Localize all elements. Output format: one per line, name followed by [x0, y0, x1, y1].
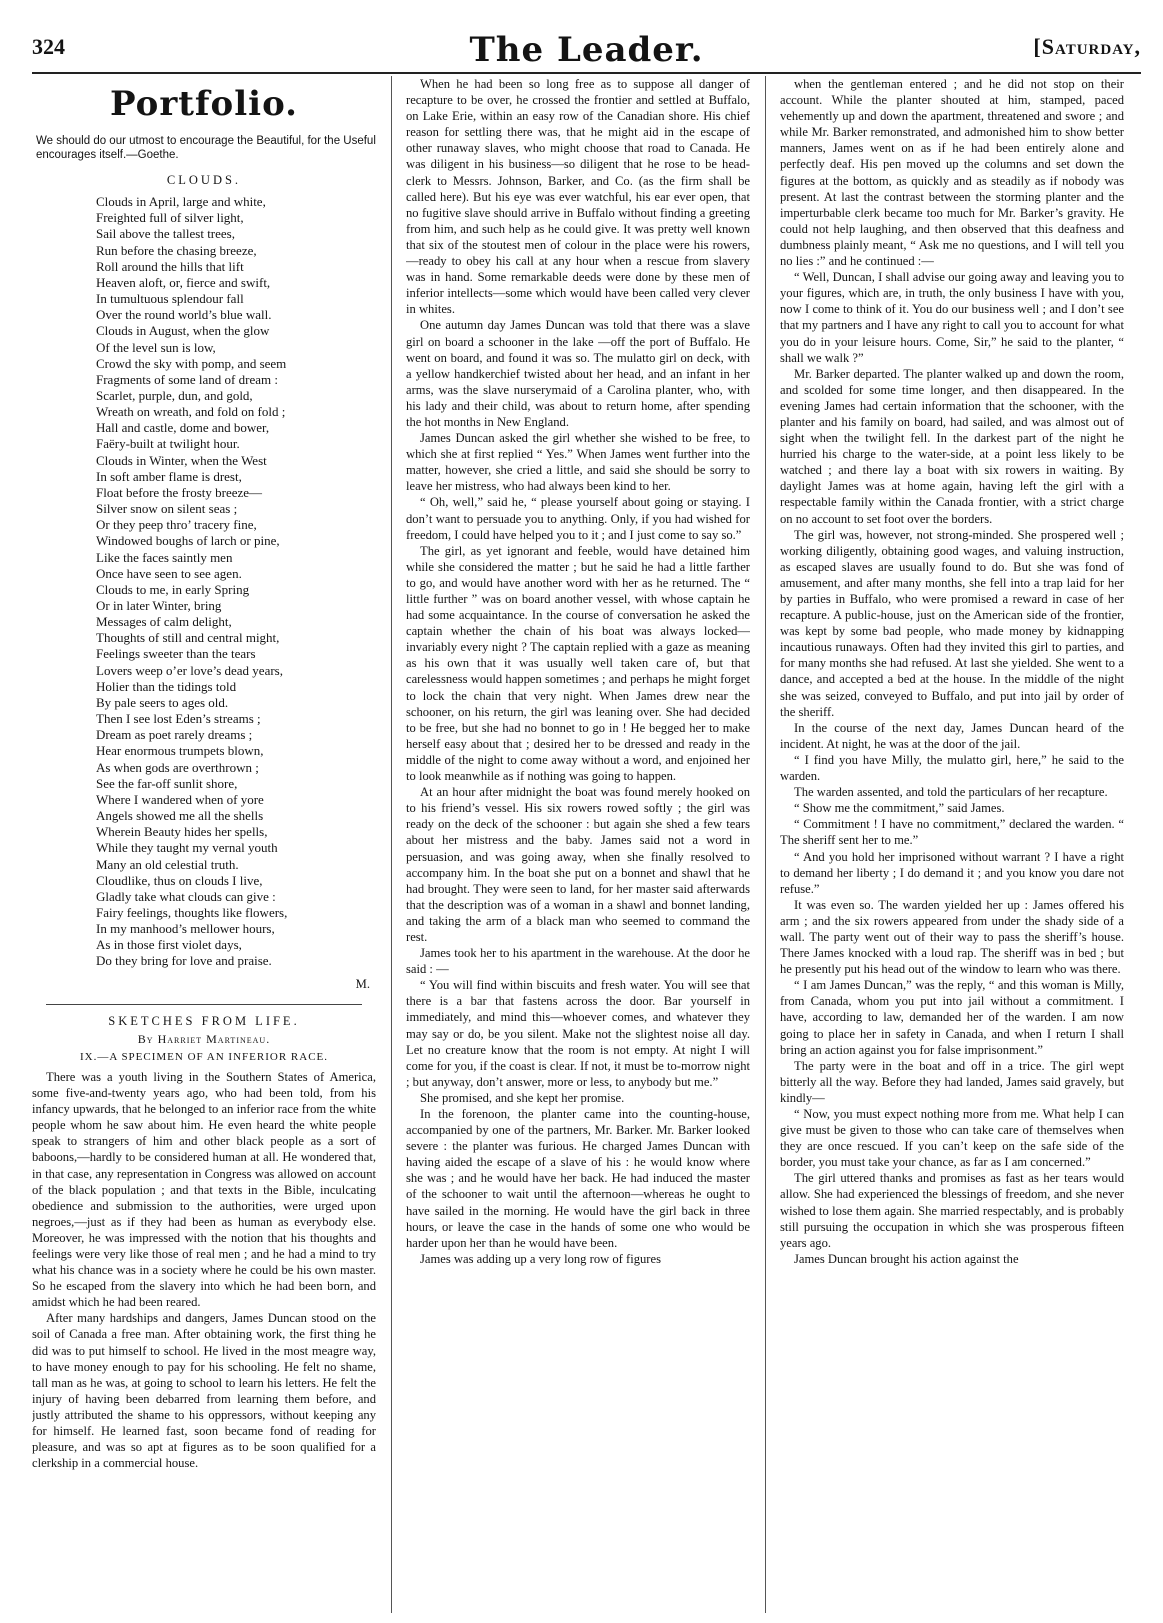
article-paragraph: In the course of the next day, James Duncan heard of the incident. At night, he was at the door of the jail.	[780, 720, 1124, 751]
article-paragraph: She promised, and she kept her promise.	[420, 1090, 625, 1105]
article-paragraph: The girl uttered thanks and promises as fast as her tears would allow. She had experienced the blessings of freedom, and she never wished to lose them again. She married respectably, and is probably still pursuing the occupation in which she was prosperous fifteen years ago.	[780, 1171, 1124, 1250]
poem-line: Gladly take what clouds can give :	[96, 888, 276, 904]
masthead	[32, 30, 1141, 74]
poem-line: Roll around the hills that lift	[96, 258, 244, 274]
article-paragraph: “ I find you have Milly, the mulatto girl, here,” he said to the warden.	[780, 752, 1124, 784]
article-paragraph: “ Well, Duncan, I shall advise our going away and leaving you to your figures, which are, in truth, the only business I have with you, now I come to think of it. You do our business well ; and I don’t see that my partners and I have any right to call you to account for what you do in your leisure hours. Come, Sir,” he said to the planter, “ shall we walk ?”	[780, 270, 1124, 365]
poem-line: Clouds in Winter, when the West	[96, 452, 267, 468]
poem-line: Dream as poet rarely dreams ;	[96, 727, 253, 743]
poem-line: Do they bring for love and praise.	[96, 953, 272, 969]
poem-line: Fairy feelings, thoughts like flowers,	[96, 904, 288, 920]
article-columns	[32, 76, 1141, 1623]
poem-signature: M.	[355, 976, 370, 991]
column-1	[32, 76, 376, 1623]
poem-line: Silver snow on silent seas ;	[96, 501, 238, 517]
article-paragraph: Mr. Barker departed. The planter walked up and down the room, and scolded for some time longer, and then disappeared. In the evening James had certain information that the schooner, with the planter and his family on board, had sailed, and was almost out of sight when the twilight fell. In the darkest part of the night he hurried his charge to the water-side, at a point less likely to be watched ; and there lay a boat with six rowers in waiting. By daylight James was at home again, having left the girl with a respectable family within the Canada frontier, with a strict charge on no account to set foot over the borders.	[780, 366, 1124, 526]
article-paragraph: “ Commitment ! I have no commitment,” declared the warden. “ The sheriff sent her to me.”	[780, 817, 1124, 848]
poem-line: See the far-off sunlit shore,	[96, 775, 238, 791]
poem-line: Wherein Beauty hides her spells,	[96, 824, 268, 840]
portfolio-motto: We should do our utmost to encourage the Beautiful, for the Useful encourages itself.—Goethe.	[36, 135, 376, 161]
poem-line: In tumultuous splendour fall	[96, 291, 244, 307]
sketches-title: SKETCHES FROM LIFE.	[108, 1013, 300, 1028]
poem-line: Then I see lost Eden’s streams ;	[96, 711, 261, 727]
article-paragraph: When he had been so long free as to suppose all danger of recapture to be over, he crossed the frontier and settled at Buffalo, on Lake Erie, within an easy row of the Canadian shore. His chief reason for settling there was, that he might aid in the escape of other runaway slaves, who might choose that road to Canada. He was diligent in his business—so diligent that he rose to be head-clerk to Messrs. Johnson, Barker, and Co. (as the firm shall be called here). But his eye was ever watchful, his ear ever open, that no fugitive slave should arrive in Buffalo without finding a greeting from him, and such help as he could give. It was pretty well known that six of the stoutest men of colour in the place were his rowers,—ready to obey his call at any hour when a rescue from slavery was in hand. Some remarkable deeds were done by these men of inferior intellects—some which would have been called very clever in whites.	[406, 77, 750, 317]
poem-line: Wreath on wreath, and fold on fold ;	[96, 404, 286, 420]
poem-line: Windowed boughs of larch or pine,	[96, 533, 280, 549]
poem-line: Of the level sun is low,	[96, 339, 216, 355]
article-paragraph: “ I am James Duncan,” was the reply, “ and this woman is Milly, from Canada, whom you put into jail without a commitment. I have, according to law, demanded her of the warden. I am now going to place her in safety in Canada, and when I return I shall bring an action against you for false imprisonment.”	[780, 978, 1124, 1057]
poem-line: As in those first violet days,	[96, 937, 242, 953]
column-rule	[391, 76, 392, 1613]
poem-line: Messages of calm delight,	[96, 614, 232, 630]
article-paragraph: After many hardships and dangers, James Duncan stood on the soil of Canada a free man. After obtaining work, the first thing he did was to put himself to school. He lived in the most meagre way, to have money enough to pay for his schooling. He felt no shame, tall man as he was, at going to school to learn his letters. He felt the injury of having been debarred from learning them before, and justly attributed the shame to his oppressors, without keeping any for himself. He learned fast, soon became fond of reading for pleasure, and was so apt at figures as to be soon qualified for a clerkship in a commercial house.	[32, 1311, 376, 1471]
column-1-body	[32, 1069, 376, 1471]
poem-line: Clouds in April, large and white,	[96, 194, 266, 210]
article-paragraph: It was even so. The warden yielded her up : James offered his arm ; and the six rowers appeared from under the shady side of a wall. The party went out of their way to pass the sheriff’s house. There James knocked with a loud rap. The sheriff was in bed ; but he presently put his head out of the window to learn who was there.	[780, 897, 1124, 977]
sketches-author: By Harriet Martineau.	[137, 1031, 271, 1046]
poem-line: Hear enormous trumpets blown,	[96, 743, 264, 759]
poem-line: Sail above the tallest trees,	[96, 226, 235, 242]
column-3	[780, 76, 1124, 1623]
column-rule	[765, 76, 766, 1613]
article-paragraph: In the forenoon, the planter came into the counting-house, accompanied by one of the partners, Mr. Barker. Mr. Barker looked severe : the planter was furious. He charged James Duncan with having aided the escape of a slave of his : he would know where she was ; and he would have her back. He had induced the master of the schooner to wait until the afternoon—whereas he ought to have sailed in the morning. He would have the girl back in three hours, or leave the case in the hands of some one who would be harder upon her than he would have been.	[406, 1107, 750, 1250]
article-paragraph: The girl, as yet ignorant and feeble, would have detained him while she considered the matter ; but he said he had a little farther to go, and would have another word with her as he returned. The “ little further ” was on board another vessel, with whose captain he had some acquaintance. In the course of conversation he asked the captain whether the chain of his boat was always locked—invariably every night ? The captain replied with a gaze as meaning as his own that it was usually well taken care of, but that carelessness would happen sometimes ; and perhaps he might forget to lock the chain that very night. When James drew near the schooner, on his return, the girl was leaning over. She had decided to be free, but she had no bonnet to go in ! He begged her to make herself easy about that ; desired her to be dressed and ready in the middle of the night to come away without a word, and enjoined her to look meanwhile as if nothing was going to happen.	[406, 543, 750, 784]
poem-line: Or in later Winter, bring	[96, 598, 222, 613]
sketches-subtitle: IX.—A SPECIMEN OF AN INFERIOR RACE.	[80, 1050, 328, 1063]
poem-line: Crowd the sky with pomp, and seem	[96, 355, 287, 371]
issue-day: [Saturday,	[1033, 34, 1141, 59]
poem-line: Lovers weep o’er love’s dead years,	[96, 662, 283, 678]
poem-line: Cloudlike, thus on clouds I live,	[96, 872, 263, 888]
poem-line: By pale seers to ages old.	[96, 694, 229, 710]
column-3-body	[780, 76, 1124, 1267]
poem-line: Many an old celestial truth.	[96, 856, 239, 872]
poem-line: Scarlet, purple, dun, and gold,	[96, 387, 253, 403]
poem-line: Hall and castle, dome and bower,	[96, 420, 270, 436]
poem-line: Like the faces saintly men	[96, 549, 233, 565]
poem-line: Fragments of some land of dream :	[96, 371, 278, 387]
poem-line: Freighted full of silver light,	[96, 210, 244, 226]
poem-line: Feelings sweeter than the tears	[96, 646, 256, 662]
article-paragraph: James Duncan brought his action against the	[794, 1251, 1019, 1266]
poem-line: Clouds in August, when the glow	[96, 323, 270, 339]
poem-line: Run before the chasing breeze,	[96, 242, 257, 258]
poem-line: Float before the frosty breeze—	[96, 484, 263, 500]
article-paragraph: James was adding up a very long row of figures	[420, 1251, 661, 1266]
poem-line: Clouds to me, in early Spring	[96, 581, 250, 597]
newspaper-title: The Leader.	[469, 30, 704, 70]
poem-line: Over the round world’s blue wall.	[96, 307, 272, 323]
article-paragraph: The party were in the boat and off in a trice. The girl wept bitterly all the way. Before they had landed, James said gravely, but kindly—	[780, 1058, 1124, 1105]
poem-line: Heaven aloft, or, fierce and swift,	[96, 274, 271, 290]
poem-line: As when gods are overthrown ;	[96, 759, 259, 775]
poem-line: In my manhood’s mellower hours,	[96, 921, 275, 937]
article-paragraph: At an hour after midnight the boat was found merely hooked on to his friend’s vessel. His six rowers rowed softly ; the girl was ready on the deck of the schooner : but again she shed a few tears about her mistress and the baby. James said not a word in persuasion, and was going away, when she finally resolved to accompany him. In the boat she put on a bonnet and shawl that he had brought. They were seen to land, for her master said afterwards that the description was of a woman in a shawl and bonnet landing, and taking the arm of a black man who seemed to command the rest.	[406, 785, 750, 944]
article-paragraph: when the gentleman entered ; and he did not stop on their account. While the planter shouted at him, stamped, paced vehemently up and down the apartment, threatened and swore ; and while Mr. Barker remonstrated, and admonished him to show better manners, James went on as if he had been entirely alone and perfectly deaf. His pen moved up the columns and set down the figures at the bottom, as quickly and as steadily as if nobody was present. At last the contrast between the storming planter and the imperturbable clerk became too much for Mr. Barker’s gravity. He could not help laughing, and then observed that this deafness and dumbness plainly meant, “ Ask me no questions, and I will tell you no lies :” and he continued :—	[780, 77, 1124, 269]
poem-line: Angels showed me all the shells	[96, 808, 264, 824]
article-paragraph: The girl was, however, not strong-minded. She prospered well ; working diligently, obtaining good wages, and valuing instruction, as escaped slaves are usually found to do. But she was fond of amusement, and after many months, she fell into a trap laid for her by parties in Buffalo, who were promised a reward in case of her recapture. A public-house, just on the American side of the frontier, was kept by some bad people, who made money by kidnapping incautious runaways. Often had they invited this girl to parties, and for many months she had refused. At last she yielded. She went to a dance, and accepted a bed at the house. In the middle of the night she was seized, conveyed to Buffalo, and put into jail by order of the sheriff.	[780, 527, 1124, 719]
article-paragraph: “ You will find within biscuits and fresh water. You will see that there is a bar that fastens across the door. Bar yourself in immediately, and mind this—whoever comes, and whatever they may say or do, be you silent. Make not the slightest noise all day. Let no creature know that the room is not empty. At night I will come for you, if the coast is clear. If not, it must be to-morrow night ; but anyway, don’t answer, more or less, to anybody but me.”	[406, 978, 750, 1089]
article-paragraph: “ Now, you must expect nothing more from me. What help I can give must be given to those who can take care of themselves when they are once rescued. If you can’t keep on the safe side of the border, you must take your chance, as far as I am concerned.”	[780, 1107, 1124, 1170]
poem-line: Once have seen to see agen.	[96, 565, 242, 581]
article-paragraph: “ Show me the commitment,” said James.	[794, 801, 1005, 816]
article-paragraph: James took her to his apartment in the warehouse. At the door he said : —	[406, 946, 750, 977]
poem-line: In soft amber flame is drest,	[96, 468, 242, 484]
article-paragraph: There was a youth living in the Southern States of America, some five-and-twenty years ago, who had been told, from his infancy upwards, that he belonged to an inferior race from the white people whom he saw about him. He even heard the white people speak to strangers of him and other black people as a sort of baboons,—hardly to be considered human at all. He wondered that, in that case, any representation in Congress was allowed on account of the black population ; and that texts in the Bible, inculcating obedience and submission to the authorities, were urged upon negroes,—just as if they had been as human as everybody else. Moreover, he was impressed with the notion that his thoughts and feelings were very like those of real men ; and he had a mind to try what his chance was in a society where he could be his own master. So he escaped from the slavery into which he had been born, and amidst which he had been reared.	[32, 1069, 376, 1310]
poem-title: CLOUDS.	[166, 173, 242, 187]
portfolio-heading: Portfolio.	[109, 84, 298, 124]
poem-body	[32, 194, 376, 970]
column-2	[406, 76, 750, 1623]
poem-line: While they taught my vernal youth	[96, 840, 278, 856]
section-divider	[46, 1004, 362, 1005]
poem-line: Faëry-built at twilight hour.	[96, 436, 240, 452]
poem-line: Where I wandered when of yore	[96, 791, 264, 807]
article-paragraph: The warden assented, and told the particulars of her recapture.	[794, 785, 1108, 800]
article-paragraph: James Duncan asked the girl whether she wished to be free, to which she at first replied “ Yes.” When James went further into the matter, however, she cried a little, and said she should be sorry to leave her mistress, who had always been kind to her.	[406, 431, 750, 494]
poem-line: Holier than the tidings told	[96, 678, 237, 694]
article-paragraph: “ And you hold her imprisoned without warrant ? I have a right to demand her liberty ; I do demand it ; and you know you dare not refuse.”	[780, 849, 1124, 896]
poem-line: Thoughts of still and central might,	[96, 630, 280, 646]
poem-line: Or they peep thro’ tracery fine,	[96, 517, 257, 533]
article-paragraph: One autumn day James Duncan was told that there was a slave girl on board a schooner in the lake —off the port of Buffalo. He went on board, and found it was so. The mulatto girl on deck, with a yellow handkerchief twisted about her head, and an infant in her arms, was the slave nurserymaid of a Carolina planter, who, with his lady and their child, was about to return home, after spending the hot months in New England.	[406, 318, 750, 429]
column-2-body	[406, 76, 750, 1267]
article-paragraph: “ Oh, well,” said he, “ please yourself about going or staying. I don’t want to persuade you to anything. Only, if you had wished for freedom, I could have helped you to it ; and I just come to say so.”	[406, 495, 750, 542]
page-number: 324	[32, 34, 65, 59]
